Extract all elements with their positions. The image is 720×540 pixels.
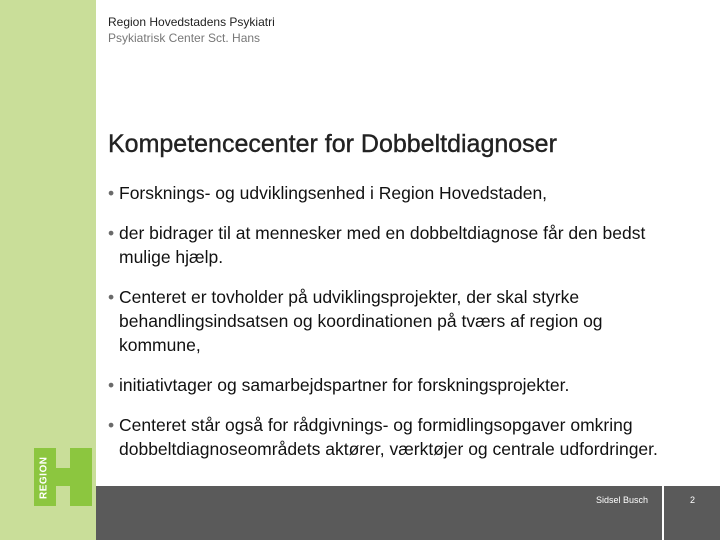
bullet-icon: • (108, 415, 115, 435)
list-item (108, 181, 668, 205)
slide-title: Kompetencecenter for Dobbeltdiagnoser (108, 130, 557, 158)
list-item (108, 285, 668, 357)
bullet-text: Centeret står også for rådgivnings- og formidlingsopgaver omkring dobbeltdiagnoseområdets aktører, værktøjer og centrale udfordringer. (119, 415, 658, 459)
center-name: Psykiatrisk Center Sct. Hans (108, 31, 261, 45)
bullet-text: Forsknings- og udviklingsenhed i Region Hovedstaden, (119, 183, 548, 203)
list-item (108, 221, 668, 269)
bullet-icon: • (108, 183, 115, 203)
list-item (108, 373, 668, 397)
bullet-text: der bidrager til at mennesker med en dobbeltdiagnose får den bedst mulige hjælp. (119, 223, 646, 267)
logo-text: REGION (38, 456, 50, 500)
footer-author: Sidsel Busch (596, 495, 649, 505)
organization-name: Region Hovedstadens Psykiatri (108, 15, 275, 29)
bullet-icon: • (108, 287, 115, 307)
bullet-icon: • (108, 375, 115, 395)
footer-divider (662, 486, 664, 540)
page-number: 2 (690, 495, 696, 505)
bullet-list (108, 181, 668, 477)
bullet-icon: • (108, 223, 115, 243)
list-item (108, 413, 668, 461)
bullet-text: initiativtager og samarbejdspartner for forskningsprojekter. (119, 375, 570, 395)
bullet-text: Centeret er tovholder på udviklingsprojekter, der skal styrke behandlingsindsatsen og koordinationen på tværs af region og kommune, (119, 287, 603, 355)
